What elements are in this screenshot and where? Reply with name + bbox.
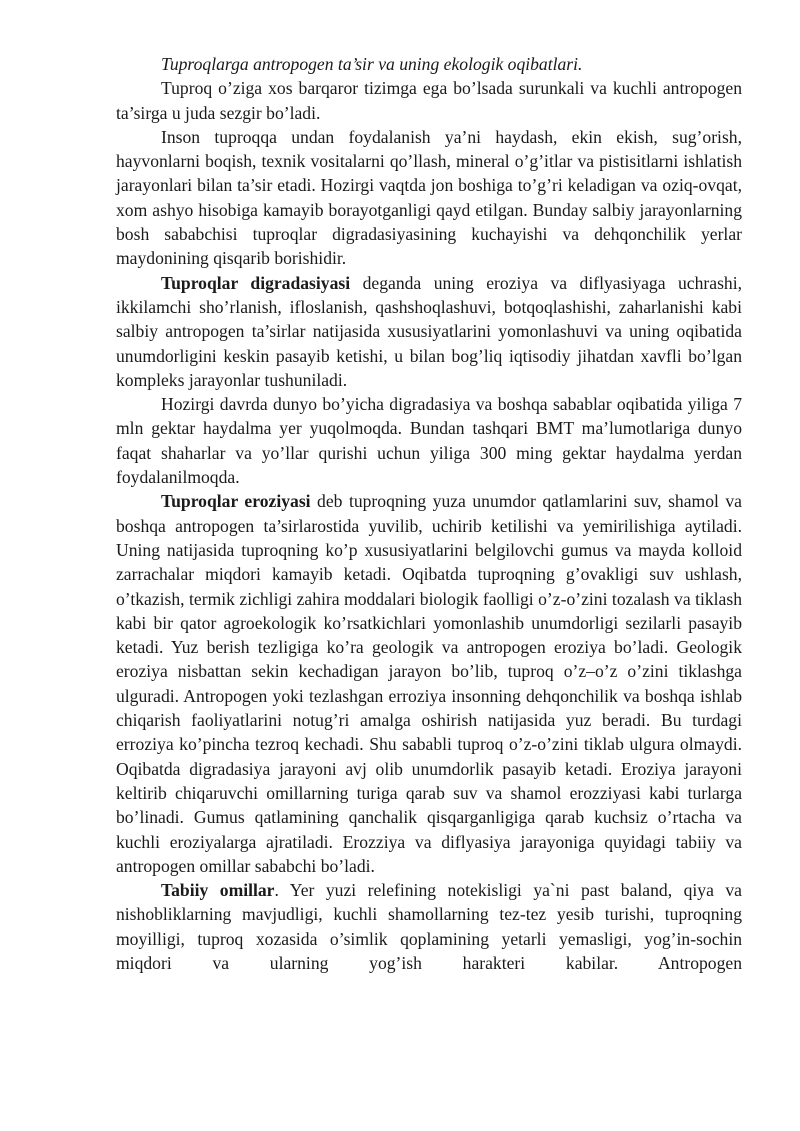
paragraph-4: Hozirgi davrda dunyo bo’yicha digradasiya va boshqa sabablar oqibatida yiliga 7 mln gektar haydalma yer yuqolmoqda. Bundan tashqari BMT ma’lumotlariga dunyo faqat shaharlar va yo’llar qurishi uchun yiliga 300 ming gektar haydalma yerdan foydalanilmoqda.	[116, 394, 742, 488]
paragraph-6-tail: Antropogen	[657, 952, 742, 973]
paragraph-6	[116, 878, 742, 975]
paragraph-1: Tuproq o’ziga xos barqaror tizimga ega bo’lsada surunkali va kuchli antropogen ta’sirga u juda sezgir bo’ladi.	[116, 78, 742, 123]
paragraph-5	[116, 489, 742, 878]
document-page	[116, 52, 742, 975]
paragraph-3-text: deganda uning eroziya va diflyasiyaga uchrashi, ikkilamchi sho’rlanish, ifloslanish, qashshoqlashuvi, botqoqlashishi, zaharlanishi kabi salbiy antropogen ta’sirlar natijasida xususiyatlarini yomonlashuvi va uning oqibatida unumdorligini keskin pasayib ketishi, u bilan bog’liq iqtisodiy jihatdan xavfli bo’lgan kompleks jarayonlar tushuniladi.	[116, 272, 742, 390]
term-tuproqlar-eroziyasi: Tuproqlar eroziyasi	[161, 491, 311, 512]
term-tabiiy-omillar: Tabiiy omillar	[161, 880, 275, 901]
paragraph-6-text: . Yer yuzi relefining notekisligi ya`ni past baland, qiya va nishobliklarning mavjudligi, kuchli shamollarning tez-tez yesib turishi, tuproqning moyilligi, tuproq xozasida o’simlik qoplamining yetarli yemasligi, yog’in-sochin miqdori va ularning yog’ish harakteri kabilar.	[116, 880, 742, 973]
paragraph-2: Inson tuproqqa undan foydalanish ya’ni haydash, ekin ekish, sug’orish, hayvonlarni boqish, texnik vositalarni qo’llash, mineral o’g’itlar va pistisitlarni ishlatish jarayonlari bilan ta’sir etadi. Hozirgi vaqtda jon boshiga to’g’ri keladigan va oziq-ovqat, xom ashyo hisobiga kamayib borayotganligi qayd etilgan. Bunday salbiy jarayonlarning bosh sababchisi tuproqlar digradasiyasining kuchayishi va dehqonchilik yerlar maydonining qisqarib borishidir.	[116, 126, 742, 269]
paragraph-5-text: deb tuproqning yuza unumdor qatlamlarini suv, shamol va boshqa antropogen ta’sirlarostida yuvilib, uchirib ketilishi va yemirilishiga aytiladi. Uning natijasida tuproqning ko’p xususiyatlarini belgilovchi gumus va mayda kolloid zarrachalar miqdori kamayib ketadi. Oqibatda tuproqning g’ovakligi suv ushlash, o’tkazish, termik zichligi zahira moddalari biologik faolligi o’z-o’zini tozalash va tiklash kabi bir qator agroekologik ko’rsatkichlari yomonlashib unumdorligi sezilarli pasayib ketadi. Yuz berish tezligiga ko’ra geologik va antropogen eroziya bo’ladi. Geologik eroziya nisbattan sekin kechadigan jarayon bo’lib, tuproq o’z–o’z o’zini tiklashga ulguradi. Antropogen yoki tezlashgan erroziya insonning dehqonchilik va boshqa ishlab chiqarish faoliyatlarini notug’ri amalga oshirish natijasida yuz beradi. Bu turdagi erroziya ko’pincha tezroq kechadi. Shu sababli tuproq o’z-o’zini tiklab ulgura olmaydi. Oqibatda digradasiya jarayoni avj olib unumdorlik pasayib ketadi. Eroziya jarayoni keltirib chiqaruvchi omillarning turiga qarab suv va shamol erozziyasi kabi turlarga bo’linadi. Gumus qatlamining qanchalik qisqarganligiga qarab kuchsiz o’rtacha va kuchli eroziyalarga ajratiladi. Erozziya va diflyasiya jarayoniga quyidagi tabiiy va antropogen omillar sababchi bo’ladi.	[116, 491, 742, 876]
section-title: Tuproqlarga antropogen ta’sir va uning ekologik oqibatlari.	[161, 54, 583, 74]
paragraph-3	[116, 271, 742, 392]
term-tuproqlar-digradasiyasi: Tuproqlar digradasiyasi	[161, 272, 351, 293]
